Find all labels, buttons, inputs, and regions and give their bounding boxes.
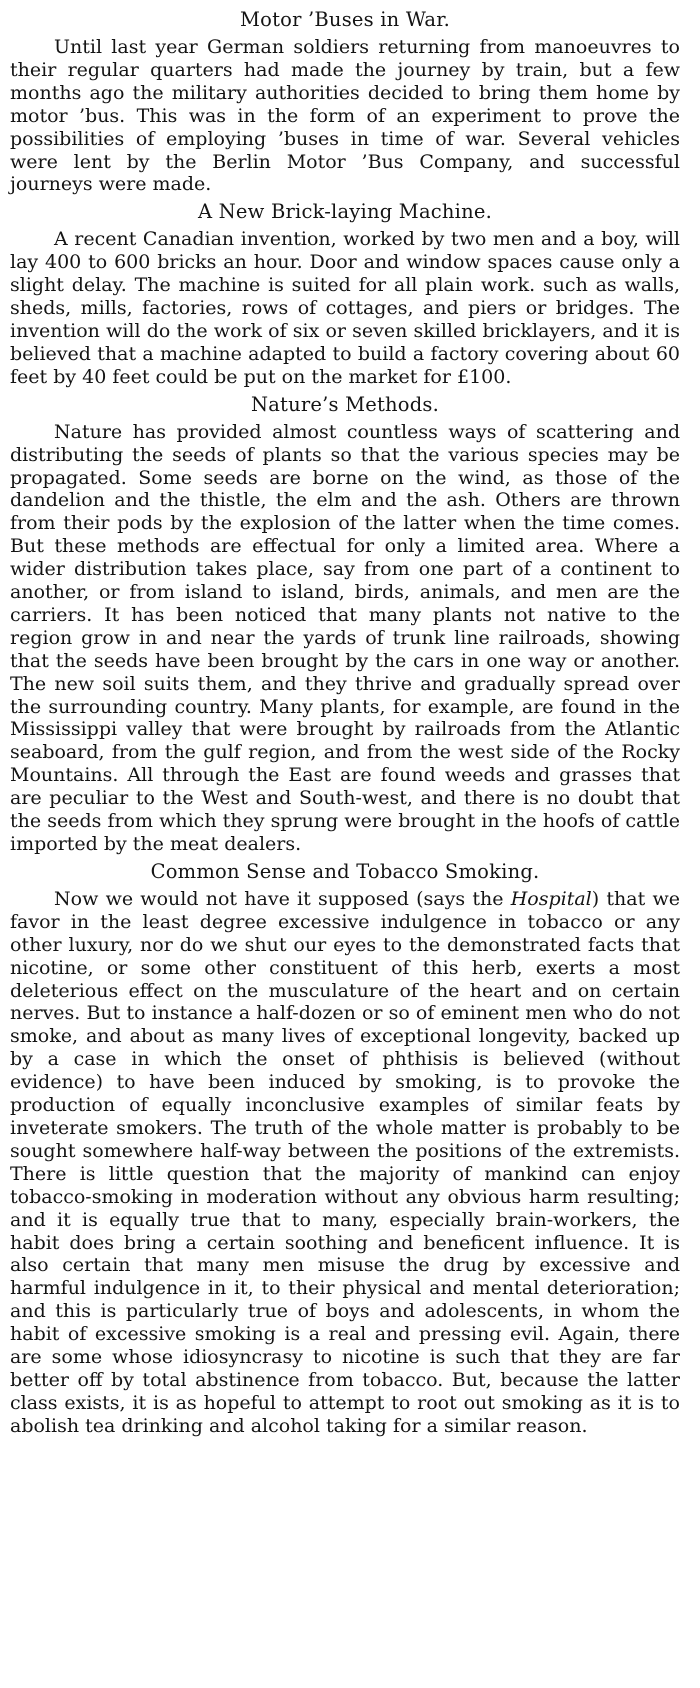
article-paragraph: A recent Canadian invention, worked by two men and a boy, will lay 400 to 600 bricks an hour. Door and window spaces cause only a slight delay. The machine is suited for all plain work. such as walls, sheds, mills, factories, rows of cottages, and piers or bridges. The invention will do the work of six or seven skilled bricklayers, and it is believed that a machine adapted to build a factory covering about 60 feet by 40 feet could be put on the market for £100.	[10, 228, 680, 388]
article-tobacco-smoking	[10, 860, 680, 1438]
article-natures-methods	[10, 393, 680, 856]
article-title: Motor ’Buses in War.	[240, 8, 450, 31]
publication-name: Hospital	[510, 887, 592, 910]
article-title: Nature’s Methods.	[250, 392, 440, 416]
article-paragraph: Now we would not have it supposed (says the Hospital) that we favor in the least degree excessive indulgence in tobacco or any other luxury, nor do we shut our eyes to the demonstrated facts that nicotine, or some other constituent of this herb, exerts a most deleterious effect on the musculature of the heart and on certain nerves. But to instance a half-dozen or so of eminent men who do not smoke, and about as many lives of exceptional longevity, backed up by a case in which the onset of phthisis is believed (without evidence) to have been induced by smoking, is to provoke the production of equally inconclusive examples of similar feats by inveterate smokers. The truth of the whole matter is probably to be sought somewhere half-way between the positions of the extremists. There is little question that the majority of mankind can enjoy tobacco-smoking in moderation without any obvious harm resulting; and it is equally true that to many, especially brain-workers, the habit does bring a certain soothing and beneficent influence. It is also certain that many men misuse the drug by excessive and harmful indulgence in it, to their physical and mental deterioration; and this is particularly true of boys and adolescents, in whom the habit of excessive smoking is a real and pressing evil. Again, there are some whose idiosyncrasy to nicotine is such that they are far better off by total abstinence from tobacco. But, because the latter class exists, it is as hopeful to attempt to root out smoking as it is to abolish tea drinking and alcohol taking for a similar reason.	[10, 887, 680, 1437]
article-motor-buses	[10, 8, 680, 196]
article-brick-laying-machine	[10, 200, 680, 388]
article-title: Common Sense and Tobacco Smoking.	[150, 859, 540, 883]
article-paragraph: Until last year German soldiers returning from manoeuvres to their regular quarters had made the journey by train, but a few months ago the military authorities decided to bring them home by motor ’bus. This was in the form of an experiment to prove the possibilities of employing ’buses in time of war. Several vehicles were lent by the Berlin Motor ’Bus Company, and successful journeys were made.	[10, 36, 680, 196]
article-paragraph: Nature has provided almost countless ways of scattering and distributing the seeds of plants so that the various species may be propagated. Some seeds are borne on the wind, as those of the dandelion and the thistle, the elm and the ash. Others are thrown from their pods by the explosion of the latter when the time comes. But these methods are effectual for only a limited area. Where a wider distribution takes place, say from one part of a continent to another, or from island to island, birds, animals, and men are the carriers. It has been noticed that many plants not native to the region grow in and near the yards of trunk line railroads, showing that the seeds have been brought by the cars in one way or another. The new soil suits them, and they thrive and gradually spread over the surrounding country. Many plants, for example, are found in the Mississippi valley that were brought by railroads from the Atlantic seaboard, from the gulf region, and from the west side of the Rocky Mountains. All through the East are found weeds and grasses that are peculiar to the West and South-west, and there is no doubt that the seeds from which they sprung were brought in the hoofs of cattle imported by the meat dealers.	[10, 420, 680, 855]
article-title: A New Brick-laying Machine.	[197, 200, 492, 224]
